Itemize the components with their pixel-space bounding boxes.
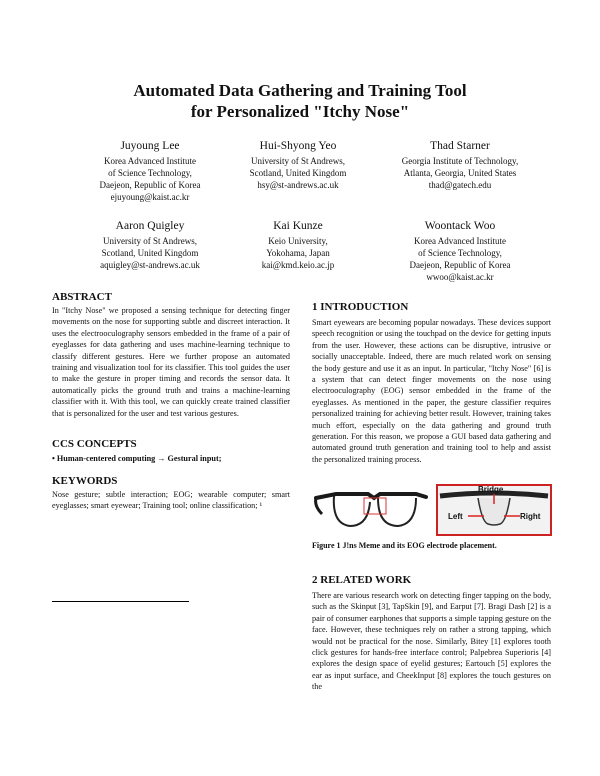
author-name: Juyoung Lee <box>120 140 180 152</box>
title-line-2: for Personalized "Itchy Nose" <box>190 102 410 121</box>
introduction-heading: 1 INTRODUCTION <box>312 301 409 313</box>
author-name: Hui-Shyong Yeo <box>259 140 337 152</box>
author-name: Kai Kunze <box>273 220 323 232</box>
left-label: Left <box>448 512 463 521</box>
right-label: Right <box>520 512 541 521</box>
author-email: hsy@st-andrews.ac.uk <box>257 180 339 190</box>
author-email: wwoo@kaist.ac.kr <box>426 272 494 282</box>
footnote-rule <box>52 601 189 602</box>
electrode-diagram <box>436 484 552 536</box>
author-block <box>208 139 388 191</box>
author-affiliation: Korea Advanced Institute <box>414 236 506 246</box>
author-affiliation: University of St Andrews, <box>251 156 345 166</box>
author-affiliation: Daejeon, Republic of Korea <box>409 260 511 270</box>
author-email: thad@gatech.edu <box>428 180 492 190</box>
author-block <box>370 139 550 191</box>
glasses-icon <box>312 484 430 536</box>
author-affiliation: Korea Advanced Institute <box>104 156 196 166</box>
author-affiliation: University of St Andrews, <box>103 236 197 246</box>
author-name: Aaron Quigley <box>115 220 185 232</box>
title-line-1: Automated Data Gathering and Training Tool <box>133 81 467 100</box>
author-affiliation: Yokohama, Japan <box>266 248 330 258</box>
author-affiliation: Atlanta, Georgia, United States <box>403 168 517 178</box>
author-email: kai@kmd.keio.ac.jp <box>261 260 335 270</box>
glasses-photo <box>312 484 430 536</box>
ccs-heading: CCS CONCEPTS <box>52 438 137 450</box>
related-work-text: There are various research work on detecting finger tapping on the body, such as the Skinput [3], TapSkin [9], and Earput [7]. Bragi Dash [2] is a pair of consumer earphones that supports a simple tapping gesture on the face. However, these techniques rely on rather a strong tapping, which would not be practical for the nose. Similarly, Bitey [1] explores tooth click gestures for hands-free interface control; Palpebrea Superioris [4] explores the design space of eyelid gestures; Eartouch [5] explores the ear as input surface, and CheekInput [8] explores the touch gestures on the <box>312 591 551 692</box>
author-affiliation: Daejeon, Republic of Korea <box>99 180 201 190</box>
keywords-text: Nose gesture; subtle interaction; EOG; wearable computer; smart eyeglasses; smart eyewear; Training tool; online classification; ¹ <box>52 490 290 511</box>
ccs-text: • Human-centered computing → Gestural input; <box>52 454 222 463</box>
abstract-text: In "Itchy Nose" we proposed a sensing technique for detecting finger movements on the nose for supporting subtle and discreet interaction. It uses the electrooculography sensors embedded in the frame of a pair of eyeglasses for data gathering and uses machine-learning technique to classify different gestures. Here we further propose an automated training and visualization tool for its classifier. This tool guides the user to make the gesture in proper timing and records the sensor data. It automatically picks the ground truth and trains a machine-learning classifier with it. With this tool, we can quickly create trained classifier that is personalized for the user and test various gestures. <box>52 306 290 418</box>
related-work-heading: 2 RELATED WORK <box>312 574 412 586</box>
author-name: Woontack Woo <box>424 220 496 232</box>
abstract-heading: ABSTRACT <box>52 291 112 303</box>
introduction-text: Smart eyewears are becoming popular nowadays. These devices support speech recognition or using the touchpad on the device for getting inputs from the user. However, these actions can be disruptive, intrusive or socially unacceptable. Indeed, there are much related work on sensing the body gesture and use it as an input. In particular, "Itchy Nose" [6] is a system that can detect finger movements on the nose using electrooculography (EOG) sensor embedded in the frame of the eyeglasses. As mentioned in the paper, the gesture classifier requires personalized training for achieving better result. However, training takes much effort, especially on the data gathering and ground truth generation. For this reason, we propose a GUI based data gathering and automated ground truth generation and training tool to help and assist the personalized training process. <box>312 318 551 464</box>
keywords-heading: KEYWORDS <box>52 475 118 487</box>
paper-title <box>0 80 600 122</box>
author-affiliation: Georgia Institute of Technology, <box>401 156 519 166</box>
author-block <box>370 219 550 283</box>
author-block <box>208 219 388 271</box>
author-affiliation: of Science Technology, <box>108 168 192 178</box>
figure-caption: Figure 1 J!ns Meme and its EOG electrode placement. <box>312 541 497 550</box>
bridge-label: Bridge <box>478 485 504 494</box>
author-affiliation: Scotland, United Kingdom <box>101 248 199 258</box>
author-name: Thad Starner <box>430 140 490 152</box>
author-affiliation: Scotland, United Kingdom <box>249 168 347 178</box>
author-affiliation: of Science Technology, <box>418 248 502 258</box>
author-email: ejuyoung@kaist.ac.kr <box>110 192 190 202</box>
author-affiliation: Keio University, <box>268 236 328 246</box>
author-email: aquigley@st-andrews.ac.uk <box>100 260 200 270</box>
